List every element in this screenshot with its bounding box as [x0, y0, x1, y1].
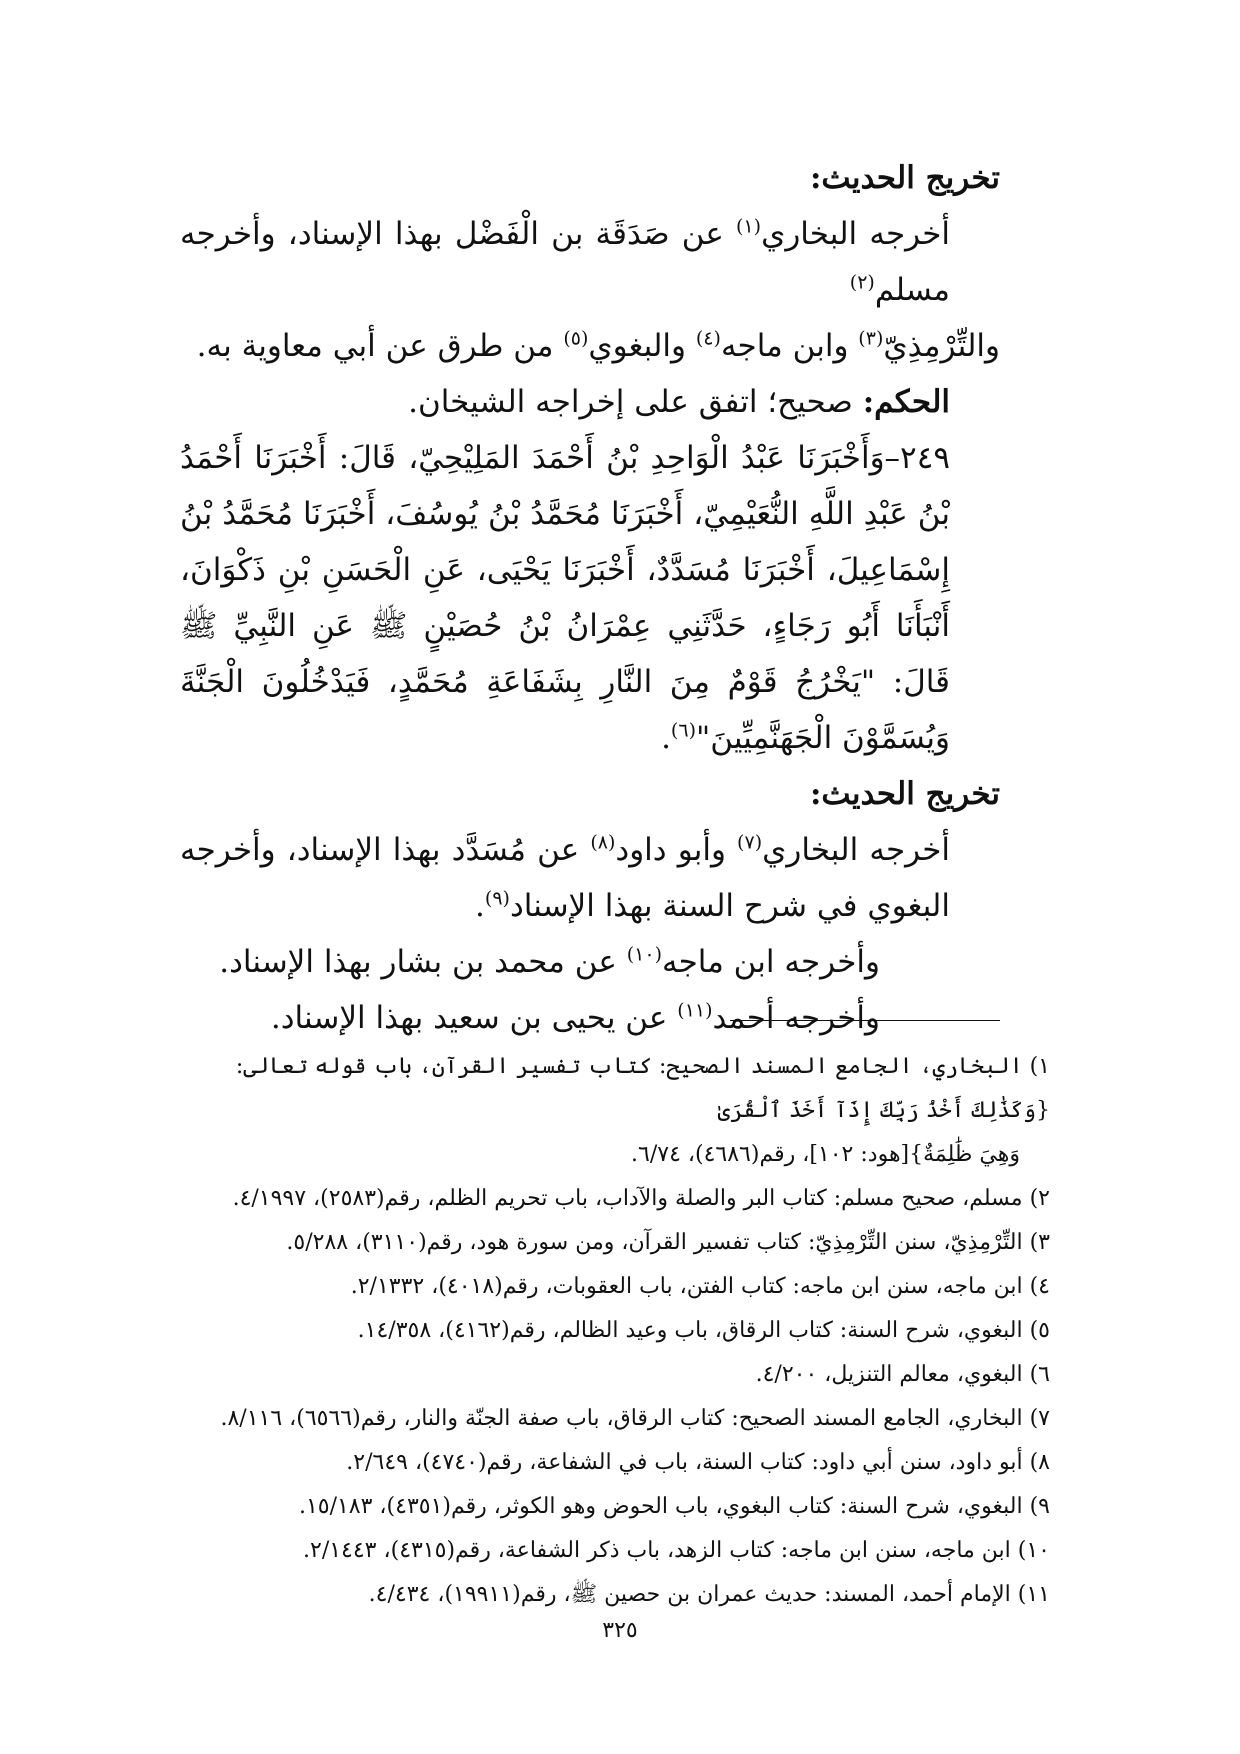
text-run: وأخرجه ابن ماجه — [661, 944, 880, 980]
takhrij-paragraph-2c — [180, 990, 1000, 1046]
footnote-ref-5: (٥) — [563, 327, 589, 350]
text-run: وأخرجه أحمد — [712, 1000, 880, 1036]
text-run: أخرجه البخاري — [761, 216, 951, 252]
page-number: ٣٢٥ — [602, 1618, 638, 1643]
section-heading-takhrij-2: تخريج الحديث: — [809, 776, 1000, 812]
footnote-1 — [170, 1045, 1050, 1177]
footnote-ref-10: (١٠) — [626, 943, 662, 966]
text-run: . — [661, 720, 671, 756]
takhrij-paragraph-1b — [180, 318, 1000, 374]
footnote-ref-2: (٢) — [849, 271, 875, 294]
footnote-ref-6: (٦) — [670, 719, 696, 742]
text-run: وابن ماجه — [720, 328, 859, 364]
takhrij-paragraph-2b — [180, 934, 1000, 990]
footnote-9: ٩) البغوي، شرح السنة: كتاب البغوي، باب الحوض وهو الكوثر، رقم(٤٣٥١)، ١٥/١٨٣. — [298, 1494, 1050, 1519]
text-run: والتِّرْمِذِيّ — [883, 328, 1000, 364]
ruling-text: صحيح؛ اتفق على إخراجه الشيخان. — [408, 384, 863, 420]
footnote-3: ٣) التِّرْمِذِيّ، سنن التِّرْمِذِيّ: كتاب تفسير القرآن، ومن سورة هود، رقم(٣١١٠)، ٥/٢٨٨. — [286, 1230, 1050, 1255]
text-run: عن يحيى بن سعيد بهذا الإسناد. — [270, 1000, 678, 1036]
ruling-label: الحكم: — [862, 384, 950, 420]
footnote-5: ٥) البغوي، شرح السنة: كتاب الرقاق، باب وعيد الظالم، رقم(٤١٦٢)، ١٤/٣٥٨. — [357, 1318, 1050, 1343]
text-run: من طرق عن أبي معاوية به. — [196, 328, 564, 364]
footnote-ref-11: (١١) — [677, 999, 713, 1022]
footnote-ref-7: (٧) — [737, 831, 763, 854]
text-run: عن محمد بن بشار بهذا الإسناد. — [219, 944, 627, 980]
footnote-ref-8: (٨) — [590, 831, 616, 854]
footnote-separator — [730, 1020, 1000, 1021]
footnote-2: ٢) مسلم، صحيح مسلم: كتاب البر والصلة والآداب، باب تحريم الظلم، رقم(٢٥٨٣)، ٤/١٩٩٧. — [232, 1186, 1050, 1211]
takhrij-paragraph-2a — [180, 822, 1000, 934]
text-run: عن صَدَقَة بن الْفَضْل بهذا الإسناد، وأخرجه مسلم — [180, 216, 950, 308]
footnote-text-continued: وَهِيَ ظَٰلِمَةٌ}[هود: ١٠٢]، رقم(٤٦٨٦)، ٦/٧٤. — [631, 1142, 1020, 1167]
text-run: عن مُسَدَّد بهذا الإسناد، وأخرجه البغوي في شرح السنة بهذا الإسناد — [180, 832, 950, 924]
footnote-text: ١) البخاري، الجامع المسند الصحيح: كتاب تفسير القرآن، باب قوله تعالى: {وَكَذَٰلِكَ أَخْذُ رَبِّكَ إِذَآ أَخَذَ ٱلْقُرَىٰ — [235, 1054, 1050, 1123]
section-heading-takhrij-1: تخريج الحديث: — [809, 160, 1000, 196]
takhrij-paragraph-1a — [180, 206, 1000, 318]
text-run: والبغوي — [588, 328, 696, 364]
footnote-ref-1: (١) — [736, 215, 762, 238]
footnote-ref-3: (٣) — [858, 327, 884, 350]
footnote-4: ٤) ابن ماجه، سنن ابن ماجه: كتاب الفتن، باب العقوبات، رقم(٤٠١٨)، ٢/١٣٣٢. — [350, 1274, 1050, 1299]
footnote-6: ٦) البغوي، معالم التنزيل، ٤/٢٠٠. — [755, 1362, 1050, 1387]
hadith-249 — [180, 430, 1000, 766]
footnotes — [170, 1045, 1050, 1617]
footnote-8: ٨) أبو داود، سنن أبي داود: كتاب السنة، باب في الشفاعة، رقم(٤٧٤٠)، ٢/٦٤٩. — [346, 1450, 1050, 1475]
main-text — [180, 150, 1000, 1046]
text-run: . — [475, 888, 485, 924]
footnote-10: ١٠) ابن ماجه، سنن ابن ماجه: كتاب الزهد، باب ذكر الشفاعة، رقم(٤٣١٥)، ٢/١٤٤٣. — [303, 1538, 1050, 1563]
hadith-text: ٢٤٩–وَأَخْبَرَنَا عَبْدُ الْوَاحِدِ بْنُ أَحْمَدَ المَلِيْحِيّ، قَالَ: أَخْبَرَنَا أَحْمَدُ بْنُ عَبْدِ اللَّهِ النُّعَيْمِيّ، أَخْبَرَنَا مُحَمَّدُ بْنُ يُوسُفَ، أَخْبَرَنَا مُحَمَّدُ بْنُ إِسْمَاعِيلَ، أَخْبَرَنَا مُسَدَّدٌ، أَخْبَرَنَا يَحْيَى، عَنِ الْحَسَنِ بْنِ ذَكْوَانَ، أَنْبَأَنَا أَبُو رَجَاءٍ، حَدَّثَنِي عِمْرَانُ بْنُ حُصَيْنٍ ﷺ عَنِ النَّبِيِّ ﷺ قَالَ: "يَخْرُجُ قَوْمٌ مِنَ النَّارِ بِشَفَاعَةِ مُحَمَّدٍ، فَيَدْخُلُونَ الْجَنَّةَ وَيُسَمَّوْنَ الْجَهَنَّمِيِّينَ" — [180, 440, 950, 756]
footnote-7: ٧) البخاري، الجامع المسند الصحيح: كتاب الرقاق، باب صفة الجنّة والنار، رقم(٦٥٦٦)، ٨/١١٦. — [220, 1406, 1050, 1431]
footnote-ref-4: (٤) — [695, 327, 721, 350]
ruling-line — [180, 374, 1000, 430]
text-run: أخرجه البخاري — [762, 832, 950, 868]
text-run: وأبو داود — [615, 832, 738, 868]
footnote-ref-9: (٩) — [484, 887, 510, 910]
footnote-11: ١١) الإمام أحمد، المسند: حديث عمران بن حصين ﷺ، رقم(١٩٩١١)، ٤/٤٣٤. — [368, 1582, 1050, 1607]
